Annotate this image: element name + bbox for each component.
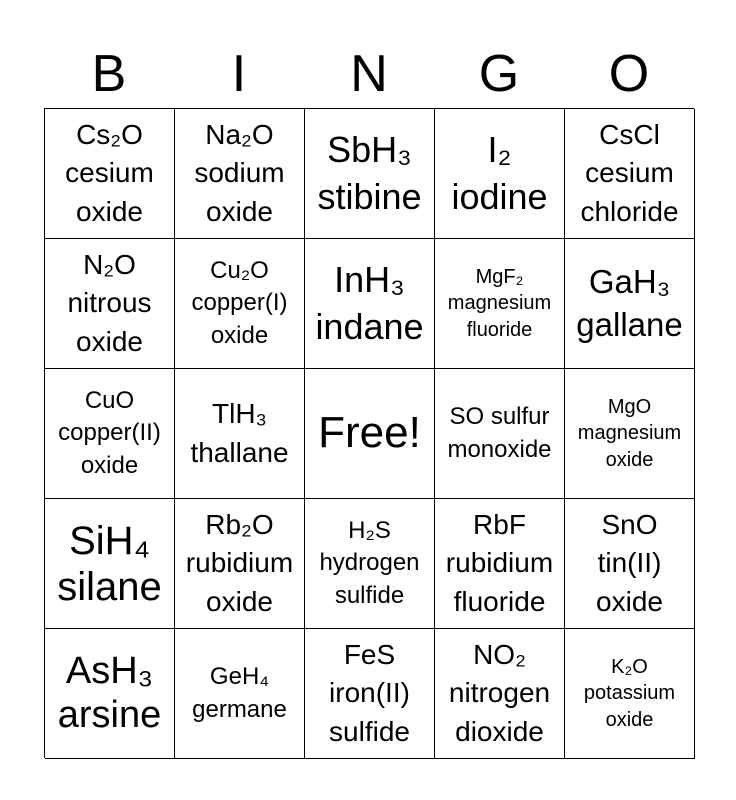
bingo-cell[interactable] — [565, 629, 695, 759]
bingo-cell[interactable] — [305, 629, 435, 759]
bingo-cell[interactable] — [175, 109, 305, 239]
header-letter-g: G — [478, 45, 520, 103]
bingo-cell[interactable] — [45, 629, 175, 759]
bingo-cell[interactable] — [45, 499, 175, 629]
bingo-cell[interactable] — [435, 239, 565, 369]
cell-text: NO₂ nitrogen dioxide — [448, 638, 551, 747]
bingo-card — [44, 108, 694, 758]
header-letter-i: I — [231, 45, 247, 103]
cell-text: RbF rubidium fluoride — [445, 508, 554, 617]
header-letter-b: B — [91, 45, 127, 103]
bingo-cell[interactable] — [45, 109, 175, 239]
bingo-cell[interactable] — [305, 499, 435, 629]
cell-text: SiH₄ silane — [57, 518, 162, 609]
free-space-cell[interactable] — [305, 369, 435, 499]
cell-text: CuO copper(II) oxide — [58, 386, 161, 479]
cell-text: H₂S hydrogen sulfide — [319, 516, 420, 609]
cell-text: MgO magnesium oxide — [577, 395, 682, 471]
bingo-cell[interactable] — [305, 239, 435, 369]
bingo-cell[interactable] — [565, 109, 695, 239]
cell-text: CsCl cesium chloride — [580, 118, 679, 227]
cell-text: TlH₃ thallane — [190, 398, 289, 468]
cell-text: AsH₃ arsine — [57, 649, 162, 736]
header-letter-n: N — [350, 45, 388, 103]
bingo-cell[interactable] — [305, 109, 435, 239]
bingo-cell[interactable] — [45, 239, 175, 369]
header-letter-o: O — [608, 45, 650, 103]
bingo-cell[interactable] — [435, 629, 565, 759]
cell-text: I₂ iodine — [451, 129, 548, 217]
bingo-header — [44, 40, 694, 108]
cell-text: SbH₃ stibine — [317, 129, 422, 217]
cell-text: MgF₂ magnesium fluoride — [447, 265, 552, 341]
cell-text: GeH₄ germane — [192, 663, 287, 723]
bingo-cell[interactable] — [175, 629, 305, 759]
cell-text: InH₃ indane — [315, 259, 424, 347]
cell-text: FeS iron(II) sulfide — [329, 638, 410, 747]
bingo-cell[interactable] — [565, 499, 695, 629]
cell-text: Cu₂O copper(I) oxide — [191, 256, 288, 349]
cell-text: GaH₃ gallane — [576, 263, 683, 343]
bingo-cell[interactable] — [175, 369, 305, 499]
bingo-cell[interactable] — [565, 239, 695, 369]
bingo-cell[interactable] — [45, 369, 175, 499]
cell-text: K₂O potassium oxide — [583, 655, 676, 731]
cell-text: N₂O nitrous oxide — [67, 248, 152, 357]
free-space-label: Free! — [318, 408, 421, 458]
bingo-cell[interactable] — [435, 109, 565, 239]
cell-text: Cs₂O cesium oxide — [65, 118, 154, 227]
bingo-cell[interactable] — [565, 369, 695, 499]
cell-text: SO sulfur monoxide — [447, 403, 552, 463]
bingo-cell[interactable] — [175, 239, 305, 369]
bingo-cell[interactable] — [435, 499, 565, 629]
cell-text: Rb₂O rubidium oxide — [185, 508, 294, 617]
bingo-cell[interactable] — [175, 499, 305, 629]
cell-text: SnO tin(II) oxide — [596, 508, 663, 617]
cell-text: Na₂O sodium oxide — [194, 118, 285, 227]
bingo-cell[interactable] — [435, 369, 565, 499]
